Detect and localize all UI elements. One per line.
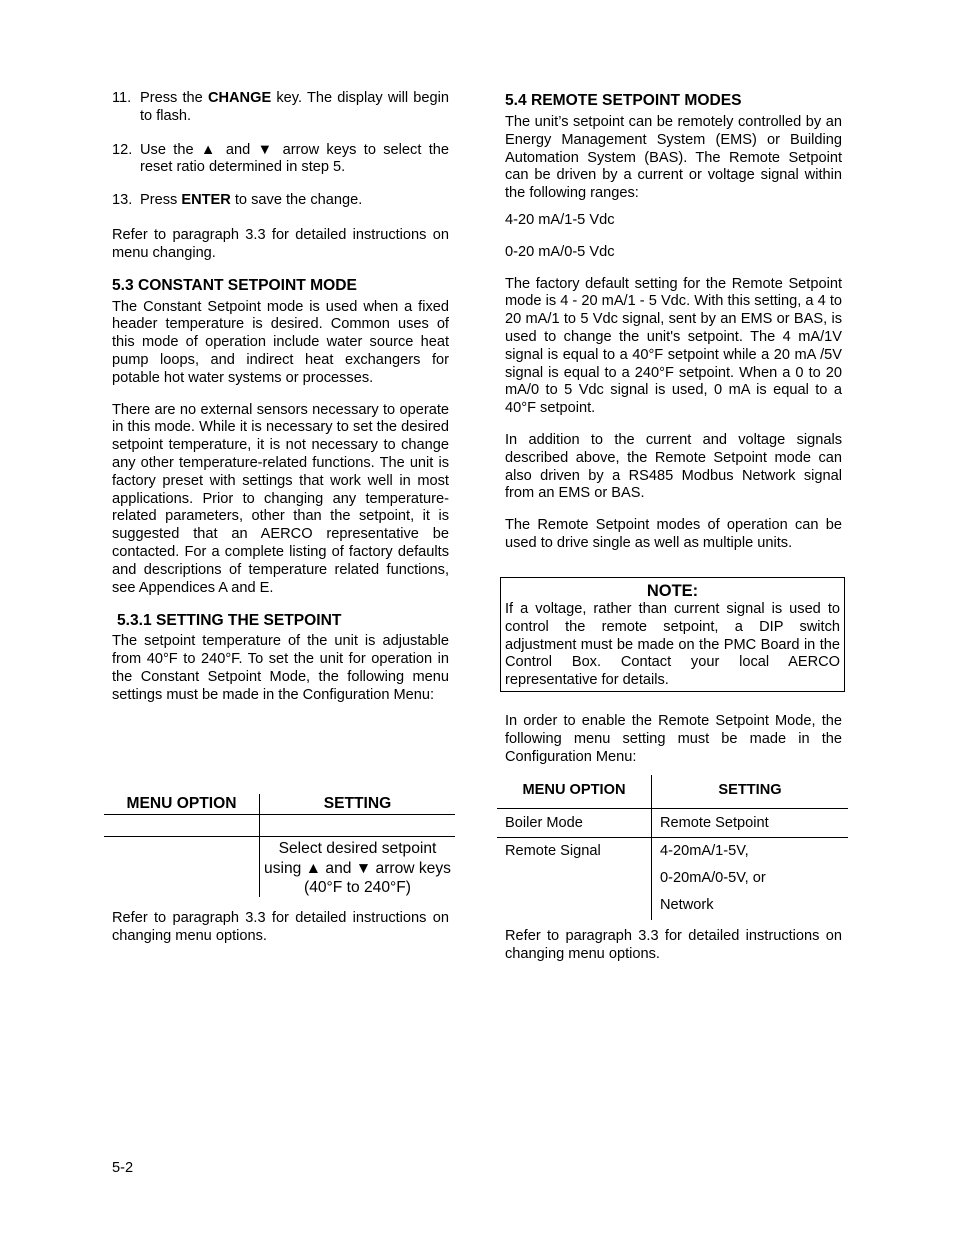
paragraph-5-4-a: The unit’s setpoint can be remotely controlled by an Energy Management System (EMS) or Building Automation System (BAS). The Remote Setpoint can be driven by a current or voltage signal within the following ranges: <box>505 114 842 202</box>
heading-5-3: 5.3 CONSTANT SETPOINT MODE <box>112 276 357 294</box>
right-column <box>505 91 842 553</box>
table-row: Remote Signal 4-20mA/1-5V, 0-20mA/0-5V, or Network <box>497 838 848 920</box>
constant-setpoint-table <box>104 794 455 897</box>
refer-paragraph-3: Refer to paragraph 3.3 for detailed instructions on changing menu options. <box>505 928 842 962</box>
col-setting: SETTING <box>718 782 782 798</box>
remote-setpoint-table <box>497 775 848 920</box>
col-menu-option: MENU OPTION <box>104 794 260 814</box>
note-text: If a voltage, rather than current signal is used to control the remote setpoint, a DIP switch adjustment must be made on the PMC Board in the Control Box. Contact your local AERCO representative for details. <box>505 601 840 689</box>
paragraph-5-4-d: The Remote Setpoint modes of operation can be used to drive single as well as multiple units. <box>505 517 842 551</box>
table-row <box>104 837 455 897</box>
refer-paragraph-2: Refer to paragraph 3.3 for detailed instructions on changing menu options. <box>112 910 449 944</box>
paragraph-5-3-1: The setpoint temperature of the unit is adjustable from 40°F to 240°F. To set the unit for operation in the Constant Setpoint Mode, the following menu settings must be made in the Configuration Menu: <box>112 633 449 703</box>
heading-5-3-1: 5.3.1 SETTING THE SETPOINT <box>117 612 342 630</box>
table-header <box>104 794 455 815</box>
step-12: 12. Use the ▲ and ▼ arrow keys to select the reset ratio determined in step 5. <box>112 141 449 176</box>
paragraph-5-4-b: The factory default setting for the Remote Setpoint mode is 4 - 20 mA/1 - 5 Vdc. With this setting, a 4 to 20 mA/1 to 5 Vdc signal, sent by an EMS or BAS, is used to change the unit's setpoint. The 4 mA/1V signal is equal to a 40°F setpoint while a 20 mA /5V signal is equal to a 240°F setpoint. When a 0 to 20 mA/0 to 5 Vdc signal is used, 0 mA is equal to a 40°F setpoint. <box>505 275 842 417</box>
table-row: Boiler Mode Remote Setpoint <box>497 809 848 838</box>
range-2: 0-20 mA/0-5 Vdc <box>505 243 615 260</box>
paragraph-5-4-e: In order to enable the Remote Setpoint Mode, the following menu setting must be made in the Configuration Menu: <box>505 713 842 765</box>
paragraph-5-3-a: The Constant Setpoint mode is used when a fixed header temperature is desired. Common uses of this mode of operation include water source heat pump loops, and indirect heat exchangers for potable hot water systems or processes. <box>112 298 449 386</box>
step-13: 13. Press ENTER to save the change. <box>112 192 363 209</box>
table-header <box>497 775 848 809</box>
table-row <box>104 815 455 837</box>
page-number: 5-2 <box>112 1160 134 1176</box>
paragraph-5-3-b: There are no external sensors necessary to operate in this mode. While it is necessary to set the desired setpoint temperature, it is not necessary to change any other temperature-related functions. The unit is factory preset with settings that work well in most applications. Prior to changing any temperature-related parameters, other than the setpoint, it is suggested that an AERCO representative be contacted. For a complete listing of factory defaults and descriptions of temperature related functions, see Appendices A and E. <box>112 401 449 596</box>
paragraph-5-4-c: In addition to the current and voltage signals described above, the Remote Setpoint mode can also driven by a RS485 Modbus Network signal from an EMS or BAS. <box>505 431 842 502</box>
note-title: NOTE: <box>646 582 699 600</box>
step-11: 11. Press the CHANGE key. The display will begin to flash. <box>112 90 449 124</box>
col-setting: SETTING <box>323 795 392 812</box>
setpoint-setting-cell: Select desired setpoint using ▲ and ▼ arrow keys (40°F to 240°F) <box>264 840 451 896</box>
left-column <box>112 90 449 705</box>
note-box <box>500 577 845 692</box>
refer-paragraph-1: Refer to paragraph 3.3 for detailed instructions on menu changing. <box>112 226 449 261</box>
heading-5-4: 5.4 REMOTE SETPOINT MODES <box>505 92 742 109</box>
range-1: 4-20 mA/1-5 Vdc <box>505 211 615 228</box>
col-menu-option: MENU OPTION <box>497 775 652 808</box>
